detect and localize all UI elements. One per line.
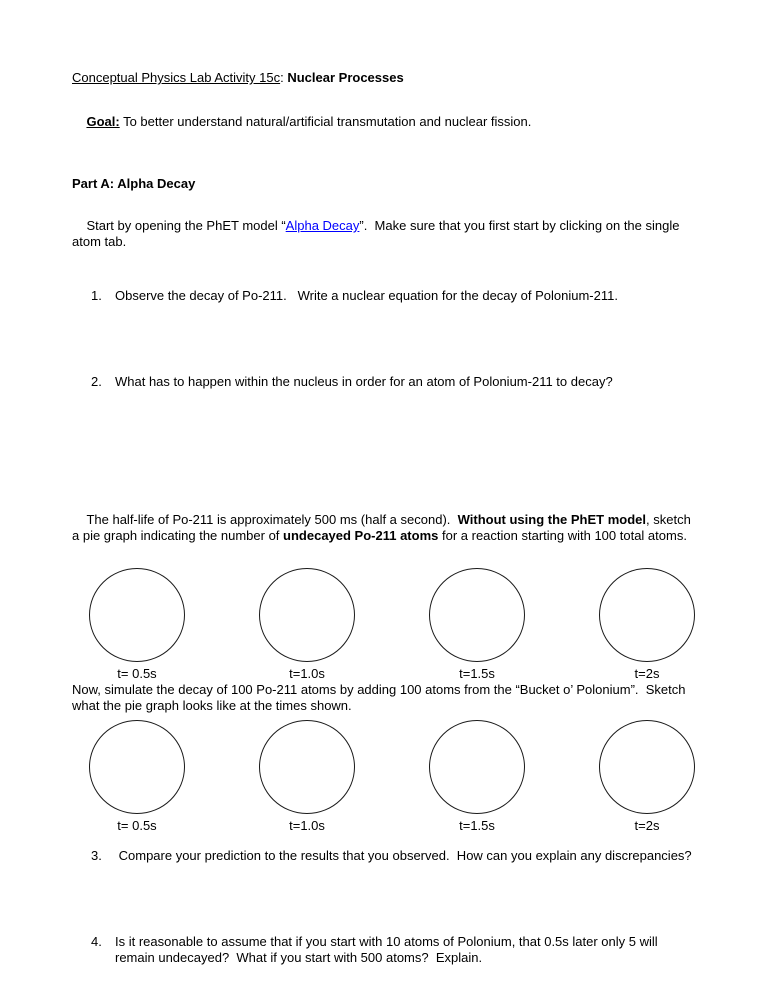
question-1-text: Observe the decay of Po-211. Write a nuclear equation for the decay of Polonium-211. (115, 288, 618, 303)
pie-time-label: t=1.0s (289, 818, 325, 833)
pie-chart-circle (599, 720, 695, 814)
question-2-number: 2. (91, 374, 102, 389)
pie-chart-circle (89, 568, 185, 662)
title-course-part: Conceptual Physics Lab Activity 15c (72, 70, 281, 85)
pie-time-label: t= 0.5s (117, 818, 157, 833)
pie-cell (258, 720, 356, 834)
pie-chart-circle (259, 720, 355, 814)
pie-time-label: t=2s (634, 818, 660, 833)
question-4-text: Is it reasonable to assume that if you start with 10 atoms of Polonium, that 0.5s later only 5 will remain undecayed? What if you start with 500 atoms? Explain. (115, 934, 662, 965)
pie-cell (88, 568, 186, 682)
pie-cell (88, 720, 186, 834)
title-separator: : (280, 70, 288, 85)
halflife-paragraph (72, 496, 696, 560)
halflife-text-3: for a reaction starting with 100 total atoms. (438, 528, 687, 543)
pie-time-label: t=1.5s (459, 818, 495, 833)
pie-chart-circle (89, 720, 185, 814)
halflife-text-1: The half-life of Po-211 is approximately 500 ms (half a second). (86, 512, 458, 527)
goal-line (72, 98, 696, 146)
question-4 (72, 934, 696, 966)
pie-chart-circle (429, 568, 525, 662)
goal-text: To better understand natural/artificial transmutation and nuclear fission. (119, 114, 532, 129)
intro-text-after-link: ”. Make sure that you first start by clicking on the single atom tab. (72, 218, 684, 249)
halflife-bold-1: Without using the PhET model (457, 512, 646, 527)
pie-time-label: t=2s (634, 666, 660, 681)
prediction-pie-row (72, 568, 696, 682)
intro-text-before-link: Start by opening the PhET model “ (86, 218, 286, 233)
pie-cell (258, 568, 356, 682)
question-3 (72, 848, 696, 864)
question-2 (72, 374, 696, 390)
simulate-paragraph: Now, simulate the decay of 100 Po-211 atoms by adding 100 atoms from the “Bucket o’ Polonium”. Sketch what the pie graph looks like at the times shown. (72, 682, 690, 713)
pie-chart-circle (599, 568, 695, 662)
simulation-pie-row (72, 720, 696, 834)
question-2-text: What has to happen within the nucleus in order for an atom of Polonium-211 to decay? (115, 374, 613, 389)
halflife-text-2: , sketch a pie graph indicating the number of (72, 512, 695, 543)
pie-chart-circle (259, 568, 355, 662)
question-1-number: 1. (91, 288, 102, 303)
pie-time-label: t= 0.5s (117, 666, 157, 681)
page-title (72, 70, 696, 86)
pie-time-label: t=1.0s (289, 666, 325, 681)
pie-cell (598, 720, 696, 834)
question-3-text: Compare your prediction to the results that you observed. How can you explain any discrepancies? (115, 848, 692, 863)
intro-paragraph (72, 202, 696, 266)
question-4-number: 4. (91, 934, 102, 949)
halflife-bold-2: undecayed Po-211 atoms (283, 528, 439, 543)
title-topic-part: Nuclear Processes (287, 70, 404, 85)
pie-cell (428, 568, 526, 682)
pie-chart-circle (429, 720, 525, 814)
pie-cell (428, 720, 526, 834)
question-1 (72, 288, 696, 304)
pie-cell (598, 568, 696, 682)
part-a-heading: Part A: Alpha Decay (72, 176, 196, 191)
question-3-number: 3. (91, 848, 102, 863)
goal-label: Goal: (86, 114, 120, 129)
pie-time-label: t=1.5s (459, 666, 495, 681)
alpha-decay-link[interactable]: Alpha Decay (285, 218, 360, 233)
